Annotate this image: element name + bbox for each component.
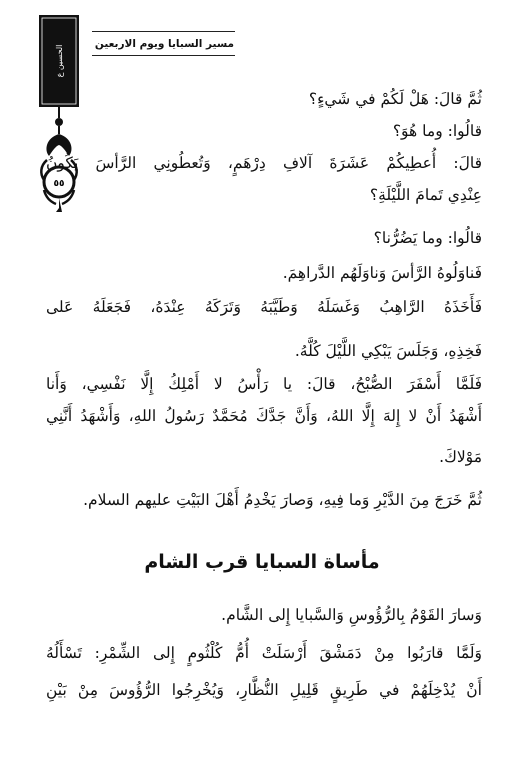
text-line-12: ثُمَّ خَرَجَ مِنَ الدَّيْرِ وَما فِيهِ، وَصارَ يَخْدِمُ أَهْلَ البَيْتِ عليهم السلام. xyxy=(83,491,482,509)
ornament-calligraphy: الحسين ع xyxy=(55,44,64,78)
header-rule xyxy=(92,55,235,56)
text-line-2: قالُوا: وما هُوَ؟ xyxy=(392,122,482,140)
section-title: مأساة السبايا قرب الشام xyxy=(144,551,380,573)
text-line-11: مَوْلاكَ. xyxy=(439,448,482,466)
text-line-7: فَأَخَذَهُ الرَّاهِبُ وَغَسَلَهُ وَطَيَّبَهُ وَتَرَكَهُ عِنْدَهُ، فَجَعَلَهُ عَلى xyxy=(46,298,482,316)
text-line-10: أَشْهَدُ أَنْ لا إِلهَ إِلَّا اللهُ، وَأَنَّ جَدَّكَ مُحَمَّدٌ رَسُولُ اللهِ، وَأَشْهَدُ أَنَّنِي xyxy=(46,407,482,425)
text-line-4: عِنْدِي تَمامَ اللَّيْلَةِ؟ xyxy=(369,186,482,204)
text-line-1: ثُمَّ قالَ: هَلْ لَكُمْ في شَيءٍ؟ xyxy=(308,90,482,108)
text-line-14: وَلَمَّا قارَبُوا مِنْ دَمَشْقَ أَرْسَلَتْ أُمُّ كُلْثُومٍ إِلى الشِّمْرِ: تَسْأَلُهُ xyxy=(46,644,482,662)
running-head: مسير السبايا ويوم الاربعين xyxy=(94,38,234,50)
text-line-13: وَسارَ القَوْمُ بِالرُّؤُوسِ وَالسَّبايا إِلى الشَّام. xyxy=(221,606,482,624)
text-line-3: قالَ: أُعطِيكُمْ عَشَرَةَ آلافِ دِرْهَمٍ، وَتُعطُونِي الرَّأسَ يَكُونُ xyxy=(46,154,482,172)
page-number: ٥٥ xyxy=(53,179,65,189)
text-line-5: قالُوا: وما يَضُرُّنا؟ xyxy=(373,229,482,247)
text-line-15: أَنْ يُدْخِلَهُمْ في طَرِيقٍ قَلِيلِ النُّظَّارِ، وَيُخْرِجُوا الرُّؤُوسَ مِنْ بَيْنِ xyxy=(46,681,482,699)
text-line-8: فَخِذِهِ، وَجَلَسَ يَبْكِي اللَّيْلَ كُلَّهُ. xyxy=(294,342,482,360)
text-line-9: فَلَمَّا أَسْفَرَ الصُّبْحُ، قالَ: يا رَأْسُ لا أَمْلِكُ إِلَّا نَفْسِي، وَأَنا xyxy=(46,375,482,393)
header-rule-top xyxy=(92,31,235,32)
text-line-6: فَناوَلُوهُ الرَّأسَ وَناوَلَهُم الدَّراهِمَ. xyxy=(282,264,482,282)
ornament-icon xyxy=(36,14,104,214)
